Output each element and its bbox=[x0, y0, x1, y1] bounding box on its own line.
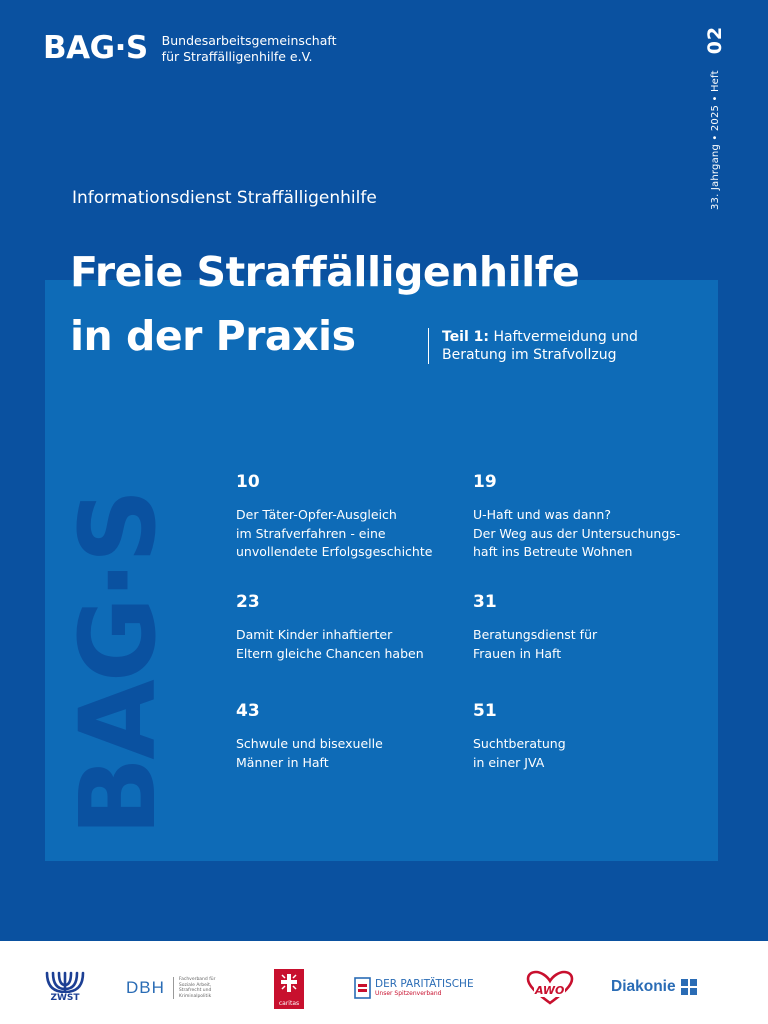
dbh-subtitle-line: Fachverband für bbox=[178, 977, 216, 982]
title-line-2: in der Praxis bbox=[70, 312, 356, 360]
title-line-1: Freie Straffälligenhilfe bbox=[70, 248, 580, 296]
issue-number: 02 bbox=[704, 25, 726, 55]
article-page: 23 bbox=[236, 592, 260, 612]
paritaetische-logo[interactable] bbox=[354, 977, 474, 999]
bags-logo[interactable] bbox=[43, 30, 336, 66]
article-title-line: Suchtberatung bbox=[473, 736, 566, 751]
paritaetische-claim: Unser Spitzenverband bbox=[375, 990, 442, 997]
article-page: 10 bbox=[236, 472, 260, 492]
article-title bbox=[473, 735, 566, 772]
paritaetische-name: DER PARITÄTISCHE bbox=[375, 978, 474, 990]
article-teaser[interactable] bbox=[236, 472, 432, 562]
article-title bbox=[236, 626, 424, 663]
flame-cross-icon bbox=[278, 972, 300, 994]
zwst-label: ZWST bbox=[50, 993, 80, 1003]
watermark-logo: BAG·S bbox=[57, 491, 179, 836]
article-teaser[interactable] bbox=[236, 592, 424, 663]
paritaetische-text bbox=[375, 978, 474, 998]
partner-footer bbox=[0, 941, 768, 1024]
caritas-label: caritas bbox=[278, 1000, 300, 1007]
issue-info bbox=[704, 26, 726, 210]
subtitle-part-text: Haftvermeidung und bbox=[489, 329, 638, 345]
article-title-line: Frauen in Haft bbox=[473, 645, 562, 661]
article-title-line: Der Täter-Opfer-Ausgleich bbox=[236, 507, 397, 522]
diakonie-label: Diakonie bbox=[611, 978, 676, 995]
subtitle-part-label: Teil 1: bbox=[442, 329, 489, 345]
article-title-line: Männer in Haft bbox=[236, 754, 329, 770]
dbh-logo[interactable] bbox=[126, 977, 216, 999]
article-title-line: U-Haft und was dann? bbox=[473, 507, 611, 522]
article-title bbox=[473, 626, 597, 663]
article-teaser[interactable] bbox=[236, 701, 383, 772]
article-title-line: haft ins Betreute Wohnen bbox=[473, 544, 633, 559]
article-title-line: Eltern gleiche Chancen haben bbox=[236, 645, 424, 661]
article-title-line: Beratungsdienst für bbox=[473, 627, 598, 642]
diakonie-logo[interactable] bbox=[611, 978, 697, 996]
article-page: 43 bbox=[236, 701, 260, 721]
article-teaser[interactable] bbox=[473, 701, 566, 772]
dbh-subtitle-line: Kriminalpolitik bbox=[178, 993, 212, 999]
subtitle-line-2: Beratung im Strafvollzug bbox=[442, 347, 617, 363]
logo-line-2: für Straffälligenhilfe e.V. bbox=[161, 49, 313, 64]
logo-text bbox=[162, 33, 337, 65]
article-title-line: in einer JVA bbox=[473, 754, 545, 770]
volume-info: 33. Jahrgang • 2025 • Heft bbox=[709, 70, 721, 210]
logo-mark: BAG·S bbox=[43, 30, 148, 66]
article-title-line: im Strafverfahren - eine bbox=[236, 525, 386, 541]
article-page: 51 bbox=[473, 701, 497, 721]
cross-icon bbox=[681, 979, 697, 995]
awo-logo[interactable] bbox=[525, 970, 575, 1006]
subtitle bbox=[428, 328, 638, 364]
article-title-line: Schwule und bisexuelle bbox=[236, 736, 383, 751]
paritaet-mark-icon bbox=[354, 977, 371, 999]
subtitle-line-1 bbox=[442, 328, 638, 346]
article-page: 19 bbox=[473, 472, 497, 492]
article-page: 31 bbox=[473, 592, 497, 612]
dbh-subtitle bbox=[173, 977, 216, 999]
article-title-line: unvollendete Erfolgsgeschichte bbox=[236, 544, 433, 559]
dbh-subtitle-line: Strafrecht und bbox=[178, 988, 212, 993]
caritas-logo[interactable] bbox=[274, 969, 304, 1009]
article-title bbox=[473, 506, 680, 562]
article-title-line: Der Weg aus der Untersuchungs- bbox=[473, 525, 681, 541]
zwst-logo[interactable] bbox=[44, 971, 86, 1003]
menorah-icon bbox=[44, 971, 86, 993]
article-title bbox=[236, 735, 383, 772]
article-title-line: Damit Kinder inhaftierter bbox=[236, 627, 393, 642]
dbh-label: DBH bbox=[126, 978, 165, 997]
article-teaser[interactable] bbox=[473, 472, 680, 562]
awo-label: AWO bbox=[535, 984, 565, 997]
service-label: Informationsdienst Straffälligenhilfe bbox=[72, 188, 377, 208]
dbh-subtitle-line: Soziale Arbeit, bbox=[178, 982, 212, 988]
article-title bbox=[236, 506, 432, 562]
logo-line-1: Bundesarbeitsgemeinschaft bbox=[161, 33, 337, 48]
article-teaser[interactable] bbox=[473, 592, 597, 663]
